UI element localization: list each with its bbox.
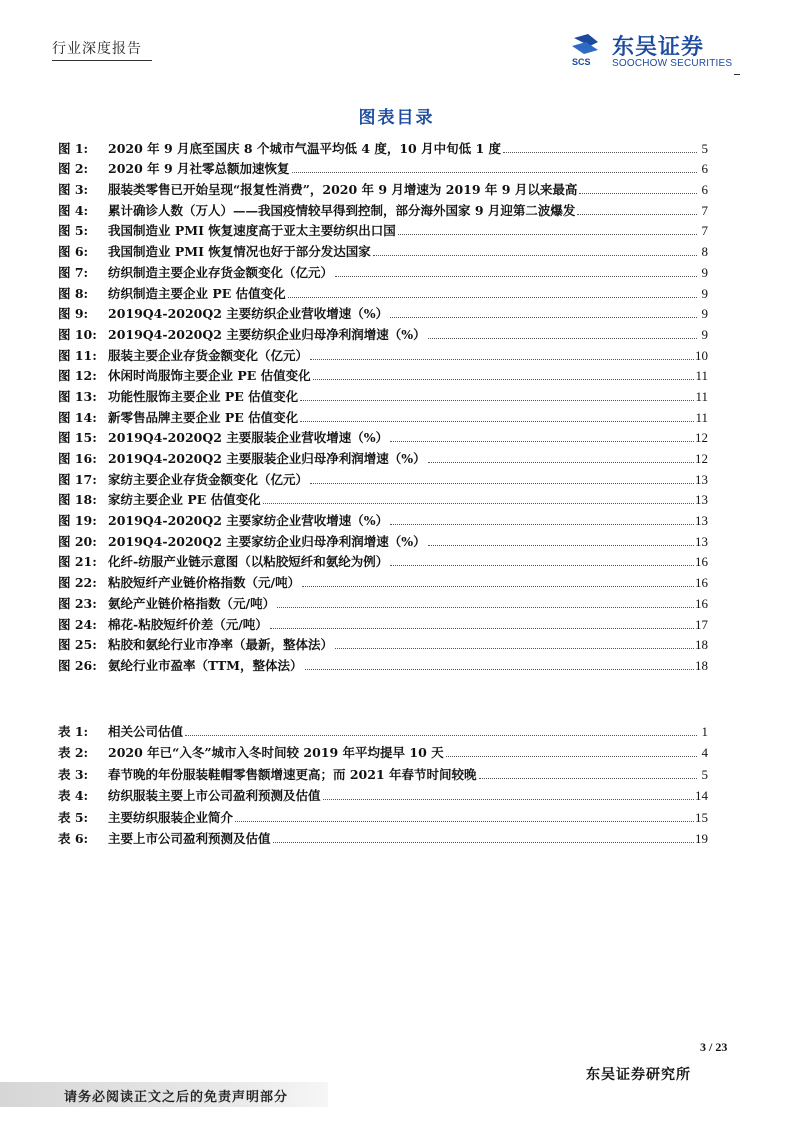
dot-leader <box>300 421 694 422</box>
entry-page: 8 <box>701 244 708 260</box>
entry-page: 11 <box>695 388 708 404</box>
entry-title: 服装类零售已开始呈现“报复性消费”，2020 年 9 月增速为 2019 年 9 月以来最高 <box>108 182 578 198</box>
entry-page: 10 <box>695 347 708 363</box>
dot-leader <box>292 172 697 173</box>
entry-label: 图 24: <box>58 616 97 632</box>
figure-entry[interactable] <box>58 302 708 323</box>
entry-title: 棉花-粘胶短纤价差（元/吨） <box>108 616 268 632</box>
entry-label: 表 3: <box>58 766 89 782</box>
entry-title: 2020 年已“入冬”城市入冬时间较 2019 年平均提早 10 天 <box>108 745 444 760</box>
dot-leader <box>390 565 694 566</box>
entry-title: 2020 年 9 月社零总额加速恢复 <box>108 161 290 177</box>
entry-page: 13 <box>695 533 708 549</box>
entry-page: 6 <box>701 182 708 198</box>
entry-label: 图 18: <box>58 492 97 508</box>
figure-entry[interactable] <box>58 198 708 219</box>
entry-label: 图 5: <box>58 223 89 239</box>
figure-entry[interactable] <box>58 405 708 426</box>
entry-label: 表 2: <box>58 745 89 760</box>
figure-entry[interactable] <box>58 136 708 157</box>
entry-title: 化纤-纺服产业链示意图（以粘胶短纤和氨纶为例） <box>108 554 389 570</box>
header-corner-mark <box>734 74 740 75</box>
dot-leader <box>503 152 697 153</box>
entry-title: 2020 年 9 月底至国庆 8 个城市气温平均低 4 度，10 月中旬低 1 度 <box>108 140 501 156</box>
figure-entry[interactable] <box>58 612 708 633</box>
entry-label: 图 19: <box>58 513 97 529</box>
entry-title: 粘胶和氨纶行业市净率（最新，整体法） <box>108 637 334 653</box>
entry-title: 累计确诊人数（万人）——我国疫情较早得到控制，部分海外国家 9 月迎第二波爆发 <box>108 202 576 218</box>
entry-page: 16 <box>695 595 708 611</box>
entry-title: 粘胶短纤产业链价格指数（元/吨） <box>108 575 301 591</box>
entry-page: 7 <box>701 223 708 239</box>
dot-leader <box>428 462 694 463</box>
entry-page: 11 <box>695 409 708 425</box>
entry-label: 图 12: <box>58 368 97 384</box>
footer-organization: 东吴证券研究所 <box>586 1067 691 1083</box>
entry-page: 6 <box>701 161 708 177</box>
entry-title: 新零售品牌主要企业 PE 估值变化 <box>108 409 299 425</box>
entry-page: 1 <box>701 723 708 739</box>
figure-entry[interactable] <box>58 529 708 550</box>
figure-entry[interactable] <box>58 260 708 281</box>
entry-title: 纺织制造主要企业 PE 估值变化 <box>108 285 286 301</box>
figure-entry[interactable] <box>58 239 708 260</box>
entry-page: 15 <box>695 809 708 825</box>
entry-label: 图 3: <box>58 182 89 198</box>
entry-label: 图 17: <box>58 471 97 487</box>
entry-page: 4 <box>701 745 708 760</box>
entry-label: 表 1: <box>58 723 89 739</box>
entry-label: 图 20: <box>58 533 97 549</box>
figure-entry[interactable] <box>58 633 708 654</box>
entry-label: 图 21: <box>58 554 97 570</box>
entry-title: 主要纺织服装企业简介 <box>108 809 234 825</box>
entry-page: 5 <box>701 140 708 156</box>
entry-label: 图 26: <box>58 657 97 673</box>
dot-leader <box>270 628 694 629</box>
dot-leader <box>579 193 697 194</box>
figure-entry[interactable] <box>58 488 708 509</box>
entry-title: 2019Q4-2020Q2 主要纺织企业营收增速（%） <box>108 306 389 322</box>
figure-entry[interactable] <box>58 653 708 674</box>
entry-page: 13 <box>695 492 708 508</box>
entry-title: 主要上市公司盈利预测及估值 <box>108 831 271 846</box>
entry-title: 相关公司估值 <box>108 723 184 739</box>
table-entry[interactable] <box>58 826 708 848</box>
entry-page: 7 <box>701 202 708 218</box>
figure-entry[interactable] <box>58 364 708 385</box>
figure-entry[interactable] <box>58 446 708 467</box>
entry-label: 图 6: <box>58 244 89 260</box>
dot-leader <box>428 338 697 339</box>
dot-leader <box>323 799 694 800</box>
figure-entry[interactable] <box>58 426 708 447</box>
dot-leader <box>300 400 694 401</box>
entry-title: 2019Q4-2020Q2 主要服装企业归母净利润增速（%） <box>108 451 426 466</box>
dot-leader <box>390 524 694 525</box>
figure-entry[interactable] <box>58 343 708 364</box>
logo-chinese-name: 东吴证券 <box>612 35 705 60</box>
dot-leader <box>335 276 697 277</box>
table-entry[interactable] <box>58 718 708 740</box>
entry-page: 12 <box>695 430 708 446</box>
entry-page: 11 <box>695 368 708 384</box>
disclaimer-text: 请务必阅读正文之后的免责声明部分 <box>64 1090 289 1105</box>
entry-title: 2019Q4-2020Q2 主要纺织企业归母净利润增速（%） <box>108 326 426 342</box>
dot-leader <box>479 778 698 779</box>
entry-label: 表 6: <box>58 831 89 846</box>
entry-page: 9 <box>701 306 708 322</box>
entry-page: 13 <box>695 471 708 487</box>
entry-label: 图 22: <box>58 575 97 591</box>
entry-label: 图 2: <box>58 161 89 177</box>
dot-leader <box>313 379 695 380</box>
entry-label: 图 1: <box>58 140 89 156</box>
dot-leader <box>335 648 694 649</box>
figure-entry[interactable] <box>58 177 708 198</box>
table-entry[interactable] <box>58 783 708 805</box>
entry-page: 13 <box>695 513 708 529</box>
entry-page: 18 <box>695 657 708 673</box>
dot-leader <box>390 317 697 318</box>
entry-title: 氨纶行业市盈率（TTM，整体法） <box>108 657 303 673</box>
entry-label: 图 9: <box>58 306 89 322</box>
figure-entry[interactable] <box>58 591 708 612</box>
dot-leader <box>277 607 694 608</box>
dot-leader <box>310 483 694 484</box>
entry-page: 16 <box>695 554 708 570</box>
entry-title: 家纺主要企业 PE 估值变化 <box>108 492 261 508</box>
dot-leader <box>235 821 694 822</box>
dot-leader <box>185 735 697 736</box>
dot-leader <box>273 842 694 843</box>
page-number: 3 / 23 <box>700 1040 728 1054</box>
entry-label: 图 23: <box>58 595 97 611</box>
figure-entry[interactable] <box>58 508 708 529</box>
toc-title: 图表目录 <box>358 108 435 128</box>
entry-label: 图 25: <box>58 637 97 653</box>
entry-title: 休闲时尚服饰主要企业 PE 估值变化 <box>108 368 311 384</box>
entry-label: 图 14: <box>58 409 97 425</box>
dot-leader <box>302 586 694 587</box>
entry-label: 表 5: <box>58 809 89 825</box>
entry-label: 图 16: <box>58 451 97 466</box>
dot-leader <box>390 441 694 442</box>
entry-label: 表 4: <box>58 788 89 803</box>
entry-title: 纺织服装主要上市公司盈利预测及估值 <box>108 788 321 803</box>
figure-entry[interactable] <box>58 467 708 488</box>
logo-english-name: SOOCHOW SECURITIES <box>612 58 733 69</box>
dot-leader <box>310 359 694 360</box>
entry-title: 我国制造业 PMI 恢复情况也好于部分发达国家 <box>108 244 371 260</box>
entry-page: 9 <box>701 326 708 342</box>
entry-page: 16 <box>695 575 708 591</box>
entry-page: 9 <box>701 264 708 280</box>
entry-page: 18 <box>695 637 708 653</box>
dot-leader <box>577 214 697 215</box>
entry-label: 图 15: <box>58 430 97 446</box>
entry-title: 功能性服饰主要企业 PE 估值变化 <box>108 388 299 404</box>
figure-entry[interactable] <box>58 281 708 302</box>
entry-page: 9 <box>701 285 708 301</box>
entry-title: 家纺主要企业存货金额变化（亿元） <box>108 471 309 487</box>
entry-label: 图 7: <box>58 264 89 280</box>
table-entry[interactable] <box>58 740 708 762</box>
dot-leader <box>398 234 697 235</box>
dot-leader <box>428 545 694 546</box>
table-list <box>58 718 708 847</box>
entry-title: 纺织制造主要企业存货金额变化（亿元） <box>108 264 334 280</box>
entry-label: 图 8: <box>58 285 89 301</box>
entry-page: 14 <box>695 788 708 803</box>
entry-page: 19 <box>695 831 708 846</box>
report-type-label: 行业深度报告 <box>52 41 142 57</box>
dot-leader <box>446 756 697 757</box>
dot-leader <box>263 503 694 504</box>
logo-mark-icon <box>568 32 604 68</box>
entry-page: 5 <box>701 766 708 782</box>
entry-title: 2019Q4-2020Q2 主要服装企业营收增速（%） <box>108 430 389 446</box>
entry-page: 12 <box>695 451 708 466</box>
figure-entry[interactable] <box>58 550 708 571</box>
logo-mark-text: SCS <box>572 57 591 67</box>
table-entry[interactable] <box>58 761 708 783</box>
entry-page: 17 <box>695 616 708 632</box>
entry-label: 图 11: <box>58 347 97 363</box>
entry-title: 春节晚的年份服装鞋帽零售额增速更高；而 2021 年春节时间较晚 <box>108 766 477 782</box>
figure-list <box>58 136 708 674</box>
entry-title: 氨纶产业链价格指数（元/吨） <box>108 595 276 611</box>
figure-entry[interactable] <box>58 157 708 178</box>
figure-entry[interactable] <box>58 570 708 591</box>
entry-label: 图 13: <box>58 388 97 404</box>
figure-entry[interactable] <box>58 219 708 240</box>
company-logo <box>568 30 738 74</box>
entry-label: 图 4: <box>58 202 89 218</box>
entry-title: 服装主要企业存货金额变化（亿元） <box>108 347 309 363</box>
dot-leader <box>305 669 695 670</box>
dot-leader <box>288 297 697 298</box>
table-entry[interactable] <box>58 804 708 826</box>
entry-label: 图 10: <box>58 326 97 342</box>
entry-title: 我国制造业 PMI 恢复速度高于亚太主要纺织出口国 <box>108 223 396 239</box>
entry-title: 2019Q4-2020Q2 主要家纺企业归母净利润增速（%） <box>108 533 426 549</box>
entry-title: 2019Q4-2020Q2 主要家纺企业营收增速（%） <box>108 513 389 529</box>
header-underline <box>52 60 152 61</box>
figure-entry[interactable] <box>58 322 708 343</box>
dot-leader <box>373 255 697 256</box>
figure-entry[interactable] <box>58 384 708 405</box>
